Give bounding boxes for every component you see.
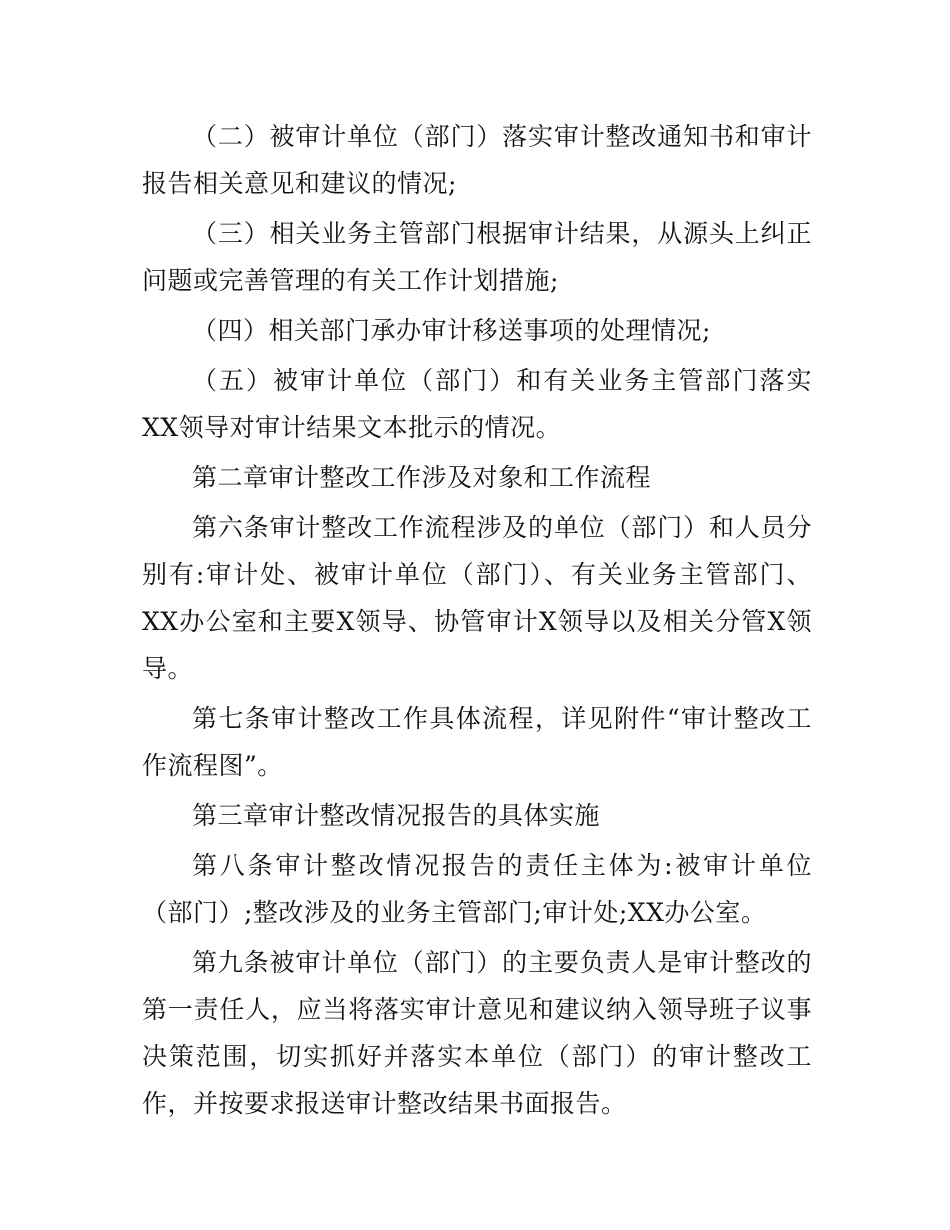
paragraph-item-3: （三）相关业务主管部门根据审计结果，从源头上纠正问题或完善管理的有关工作计划措施; [142,219,812,295]
article-9: 第九条被审计单位（部门）的主要负责人是审计整改的第一责任人，应当将落实审计意见和建议纳入领导班子议事决策范围，切实抓好并落实本单位（部门）的审计整改工作，并按要求报送审计整改结果书面报告。 [142,948,812,1118]
article-7: 第七条审计整改工作具体流程，详见附件“审计整改工作流程图”。 [142,704,812,780]
article-8: 第八条审计整改情况报告的责任主体为:被审计单位（部门）;整改涉及的业务主管部门;审计处;XX办公室。 [142,851,812,927]
article-6: 第六条审计整改工作流程涉及的单位（部门）和人员分别有:审计处、被审计单位（部门）、有关业务主管部门、XX办公室和主要X领导、协管审计X领导以及相关分管X领导。 [142,513,812,683]
paragraph-item-5: （五）被审计单位（部门）和有关业务主管部门落实XX领导对审计结果文本批示的情况。 [142,366,812,442]
paragraph-item-2: （二）被审计单位（部门）落实审计整改通知书和审计报告相关意见和建议的情况; [142,122,812,198]
document-body [142,113,812,1130]
chapter-3-heading: 第三章审计整改情况报告的具体实施 [192,801,601,830]
paragraph-item-4: （四）相关部门承办审计移送事项的处理情况; [192,316,711,345]
chapter-2-heading: 第二章审计整改工作涉及对象和工作流程 [192,463,652,492]
